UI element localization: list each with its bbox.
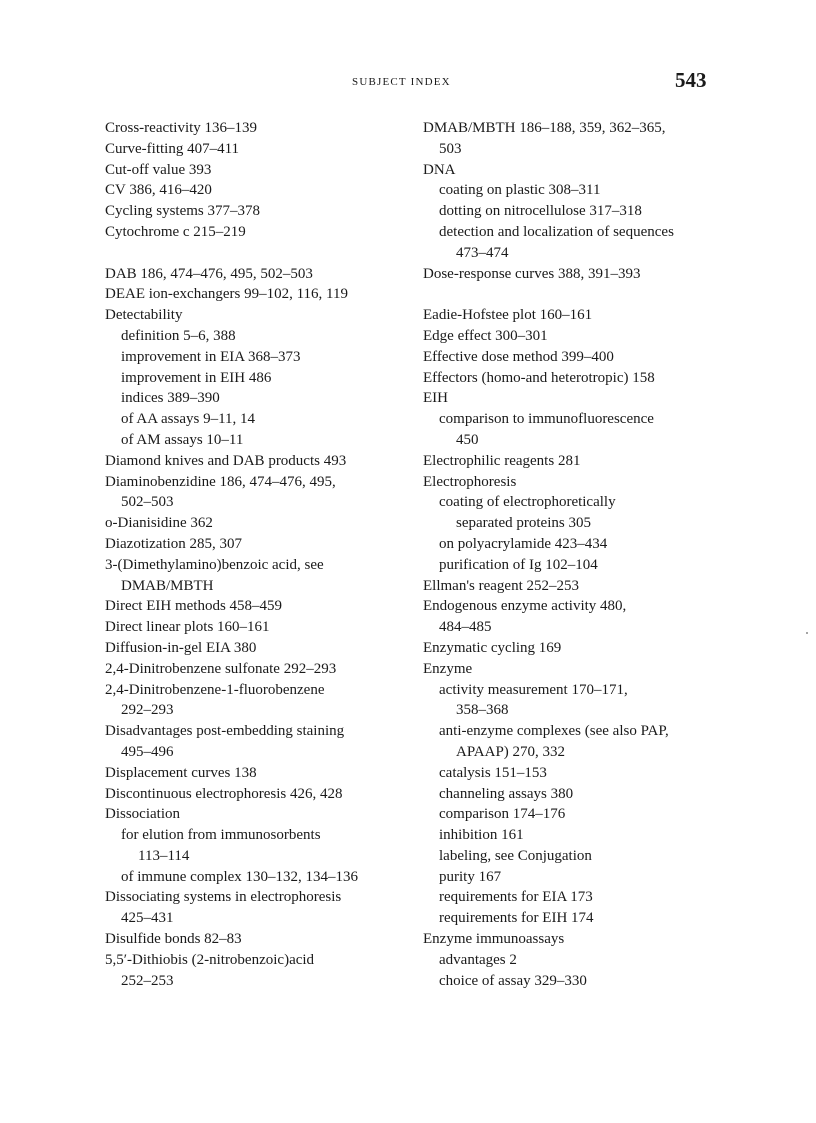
index-column-left xyxy=(105,118,405,991)
index-subentry: requirements for EIH 174 xyxy=(439,910,594,927)
index-entry: 3-(Dimethylamino)benzoic acid, see xyxy=(105,556,324,573)
index-entry: Eadie-Hofstee plot 160–161 xyxy=(423,307,593,324)
index-subentry: 484–485 xyxy=(439,619,492,636)
index-entry: Diaminobenzidine 186, 474–476, 495, xyxy=(105,473,336,490)
index-subentry: purification of Ig 102–104 xyxy=(439,556,598,573)
index-entry: Electrophilic reagents 281 xyxy=(423,452,581,469)
index-entry: Discontinuous electrophoresis 426, 428 xyxy=(105,785,343,802)
index-subentry: DMAB/MBTH xyxy=(121,577,214,594)
index-subentry: for elution from immunosorbents xyxy=(121,827,321,844)
index-subentry: activity measurement 170–171, xyxy=(439,681,628,698)
index-entry: Detectability xyxy=(105,307,183,324)
index-entry: Displacement curves 138 xyxy=(105,764,257,781)
index-entry: Cross-reactivity 136–139 xyxy=(105,120,258,136)
index-subentry: dotting on nitrocellulose 317–318 xyxy=(439,203,642,220)
index-subentry: labeling, see Conjugation xyxy=(439,847,592,864)
index-subentry: anti-enzyme complexes (see also PAP, xyxy=(439,723,669,740)
index-entry: Dose-response curves 388, 391–393 xyxy=(423,265,641,282)
index-subentry: 292–293 xyxy=(121,702,174,719)
index-subentry: coating of electrophoretically xyxy=(439,494,616,511)
index-subentry: 358–368 xyxy=(456,702,509,719)
index-entry: o-Dianisidine 362 xyxy=(105,515,213,532)
index-entry: Disulfide bonds 82–83 xyxy=(105,931,242,948)
index-entry: 5,5′-Dithiobis (2-nitrobenzoic)acid xyxy=(105,951,315,968)
index-subentry: 425–431 xyxy=(121,910,174,927)
index-entry: 2,4-Dinitrobenzene-1-fluorobenzene xyxy=(105,681,325,698)
index-subentry: indices 389–390 xyxy=(121,390,220,407)
index-subentry: of AM assays 10–11 xyxy=(121,431,244,448)
index-gap xyxy=(423,284,723,305)
index-entry: Endogenous enzyme activity 480, xyxy=(423,598,627,615)
index-entry: DMAB/MBTH 186–188, 359, 362–365, xyxy=(423,120,666,136)
index-entry: Curve-fitting 407–411 xyxy=(105,140,240,157)
index-subentry: comparison to immunofluorescence xyxy=(439,411,654,428)
index-subentry: definition 5–6, 388 xyxy=(121,327,236,344)
running-header: SUBJECT INDEX xyxy=(352,76,451,88)
index-entry: DNA xyxy=(423,161,456,178)
index-entry: Diffusion-in-gel EIA 380 xyxy=(105,639,257,656)
index-subentry: 450 xyxy=(456,431,479,448)
index-subentry: 495–496 xyxy=(121,743,174,760)
index-entry: Enzymatic cycling 169 xyxy=(423,639,562,656)
index-entry: Diamond knives and DAB products 493 xyxy=(105,452,347,469)
index-subentry: choice of assay 329–330 xyxy=(439,972,587,989)
index-entry: Cut-off value 393 xyxy=(105,161,212,178)
index-subentry: requirements for EIA 173 xyxy=(439,889,593,906)
index-entry: DAB 186, 474–476, 495, 502–503 xyxy=(105,265,313,282)
index-entry: Effective dose method 399–400 xyxy=(423,348,614,365)
index-subentry: coating on plastic 308–311 xyxy=(439,182,601,199)
index-entry: Direct linear plots 160–161 xyxy=(105,619,270,636)
index-subentry: 473–474 xyxy=(456,244,509,261)
index-entry: Direct EIH methods 458–459 xyxy=(105,598,283,615)
index-subentry: purity 167 xyxy=(439,868,502,885)
index-subentry: comparison 174–176 xyxy=(439,806,566,823)
index-subentry: 252–253 xyxy=(121,972,174,989)
index-entry: Dissociating systems in electrophoresis xyxy=(105,889,342,906)
index-gap xyxy=(105,243,405,264)
index-subentry: of AA assays 9–11, 14 xyxy=(121,411,256,428)
index-entry: Cytochrome c 215–219 xyxy=(105,223,246,240)
index-subentry: 502–503 xyxy=(121,494,174,511)
index-subentry: APAAP) 270, 332 xyxy=(456,743,566,760)
index-entry: Enzyme immunoassays xyxy=(423,931,565,948)
index-subentry: improvement in EIH 486 xyxy=(121,369,272,386)
index-column-right xyxy=(423,118,723,991)
index-entry: Edge effect 300–301 xyxy=(423,327,548,344)
index-subentry: detection and localization of sequences xyxy=(439,223,674,240)
index-entry: Electrophoresis xyxy=(423,473,517,490)
page-speck xyxy=(806,632,808,634)
index-entry: CV 386, 416–420 xyxy=(105,182,212,199)
index-subentry: advantages 2 xyxy=(439,951,517,968)
index-entry: Effectors (homo-and heterotropic) 158 xyxy=(423,369,655,386)
index-subentry: 503 xyxy=(439,140,462,157)
index-subentry: inhibition 161 xyxy=(439,827,524,844)
index-entry: DEAE ion-exchangers 99–102, 116, 119 xyxy=(105,286,349,303)
index-subentry: 113–114 xyxy=(138,847,190,864)
index-entry: Cycling systems 377–378 xyxy=(105,203,261,220)
index-subentry: separated proteins 305 xyxy=(456,515,591,532)
index-subentry: on polyacrylamide 423–434 xyxy=(439,535,608,552)
index-entry: Disadvantages post-embedding staining xyxy=(105,723,345,740)
index-entry: Diazotization 285, 307 xyxy=(105,535,243,552)
index-subentry: channeling assays 380 xyxy=(439,785,574,802)
index-subentry: improvement in EIA 368–373 xyxy=(121,348,301,365)
index-entry: Ellman's reagent 252–253 xyxy=(423,577,579,594)
index-entry: Dissociation xyxy=(105,806,180,823)
index-entry: 2,4-Dinitrobenzene sulfonate 292–293 xyxy=(105,660,337,677)
index-entry: Enzyme xyxy=(423,660,473,677)
page-number: 543 xyxy=(675,68,707,92)
index-subentry: catalysis 151–153 xyxy=(439,764,547,781)
index-subentry: of immune complex 130–132, 134–136 xyxy=(121,868,359,885)
index-entry: EIH xyxy=(423,390,448,407)
